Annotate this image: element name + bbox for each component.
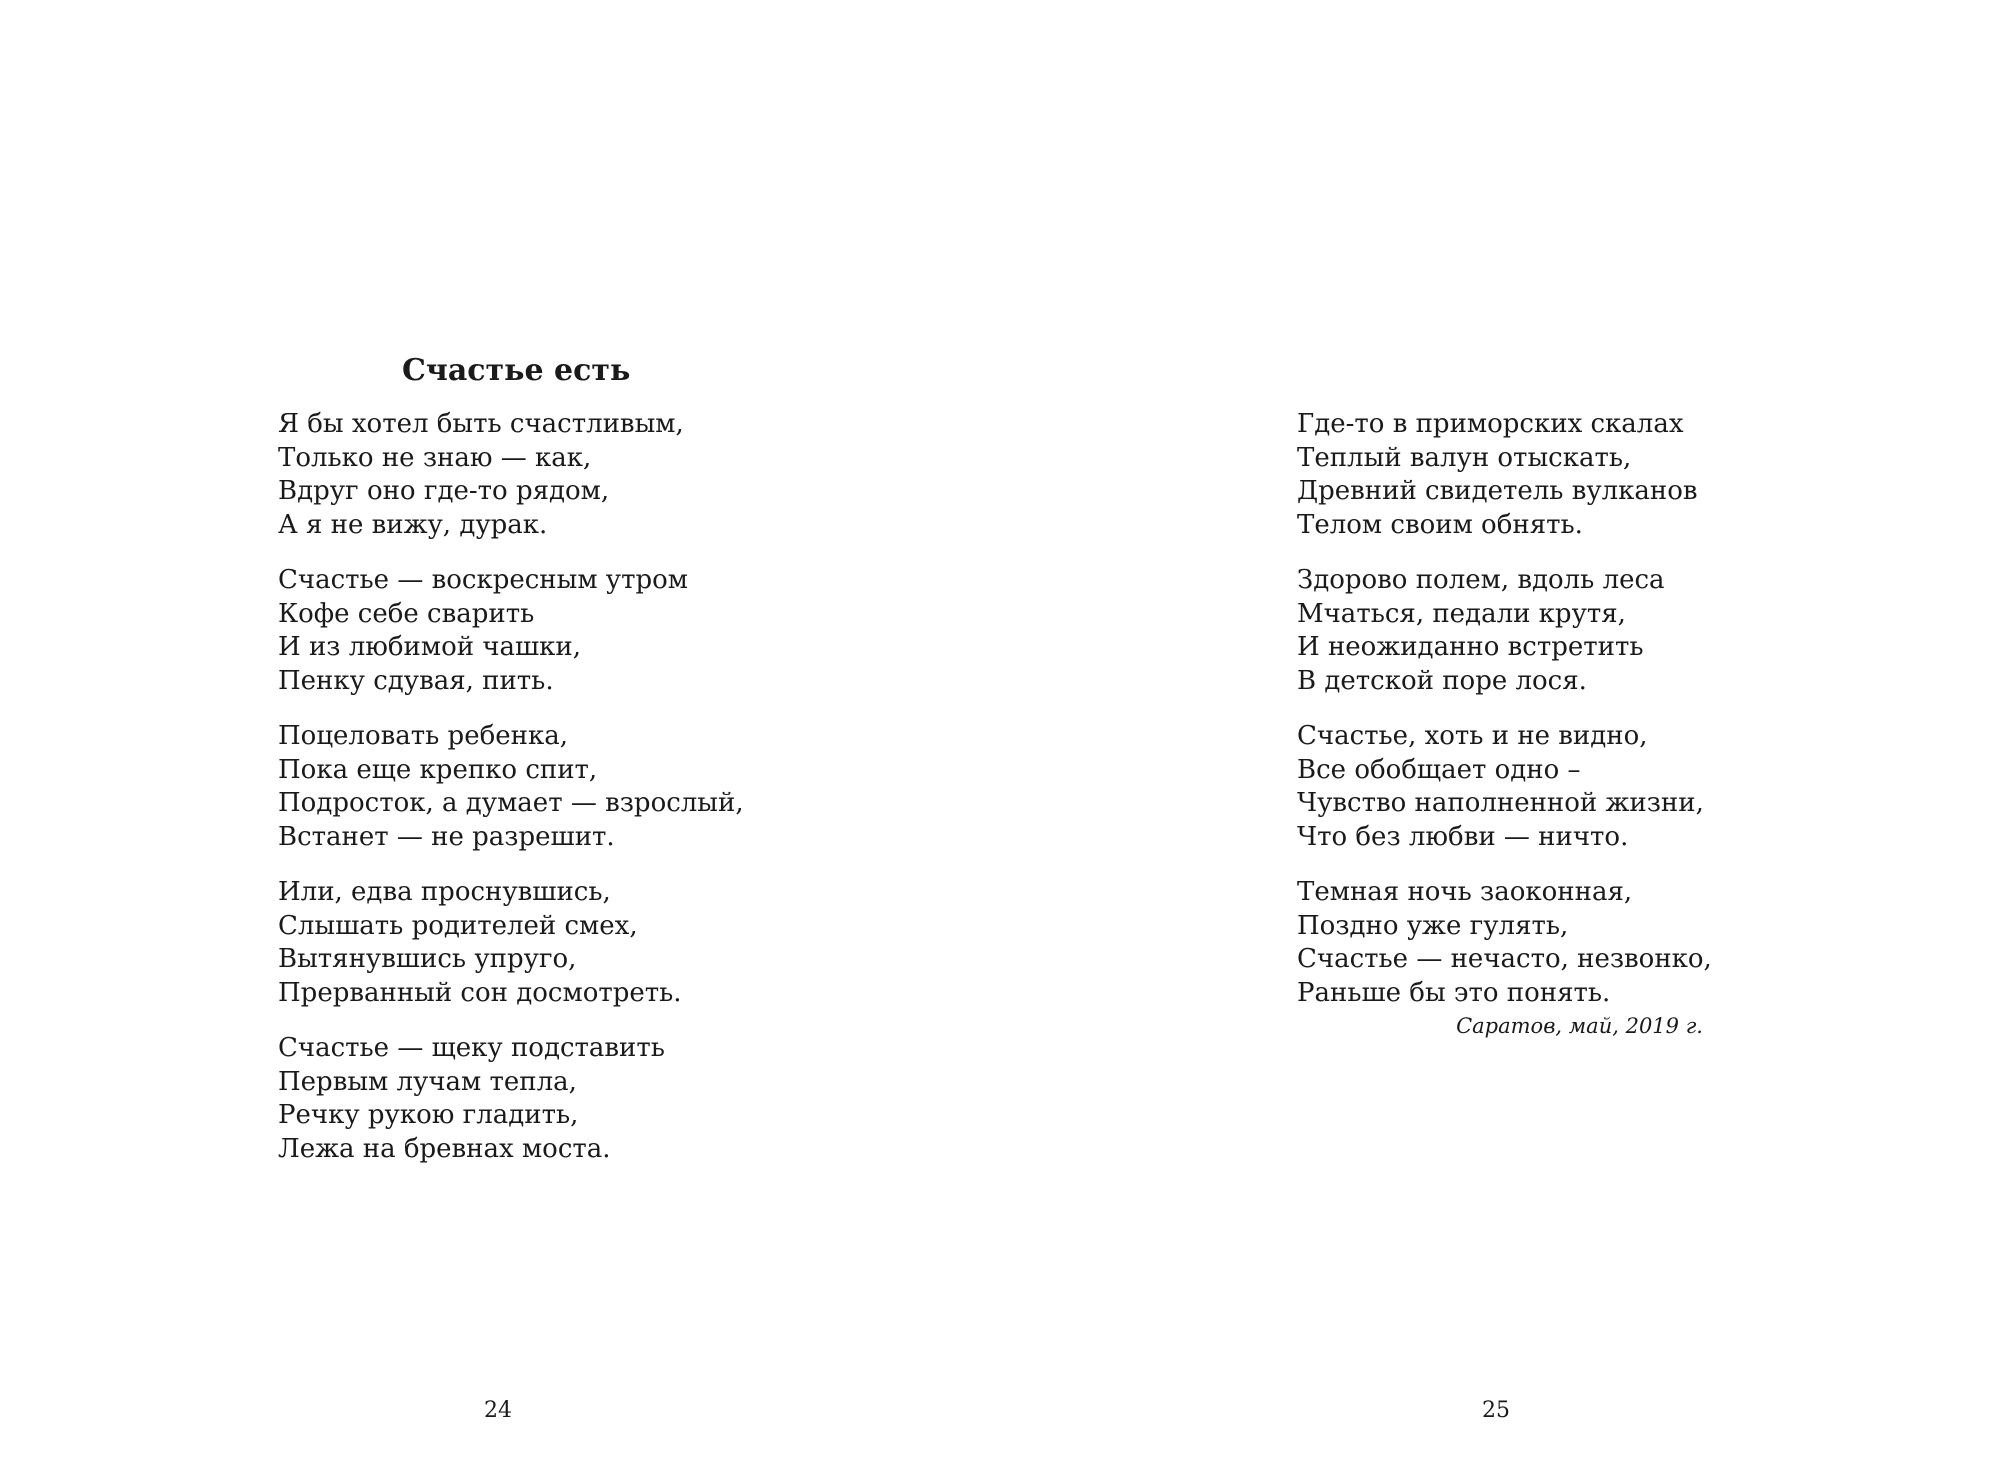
verse-line: Встанет — не разрешит.: [278, 821, 615, 852]
verse-line: А я не вижу, дурак.: [278, 509, 548, 540]
right-page: [1000, 0, 2000, 1465]
verse-line: Прерванный сон досмотреть.: [278, 977, 682, 1008]
stanza-3: [278, 720, 744, 854]
verse-line: Счастье — воскресным утром: [278, 565, 689, 595]
verse-line: Раньше бы это понять.: [1297, 977, 1611, 1008]
verse-line: Все обобщает одно –: [1297, 754, 1581, 785]
poem-title: Счастье есть: [402, 353, 631, 388]
stanza-8: [1297, 720, 1712, 854]
verse-line: Счастье — нечасто, незвонко,: [1297, 944, 1712, 974]
verse-line: Пока еще крепко спит,: [278, 754, 598, 785]
stanza-7: [1297, 564, 1712, 698]
right-stanzas: [1297, 408, 1712, 1032]
verse-line: И неожиданно встретить: [1297, 632, 1644, 662]
verse-line: Я бы хотел быть счастливым,: [278, 409, 684, 439]
verse-line: Только не знаю — как,: [278, 442, 592, 473]
stanza-4: [278, 876, 744, 1010]
stanza-6: [1297, 408, 1712, 542]
verse-line: Подросток, а думает — взрослый,: [278, 788, 744, 818]
verse-line: Вытянувшись упруго,: [278, 944, 577, 974]
verse-line: Теплый валун отыскать,: [1297, 442, 1632, 473]
verse-line: Счастье — щеку подставить: [278, 1033, 665, 1063]
verse-line: Вдруг оно где-то рядом,: [278, 476, 610, 506]
verse-line: Поздно уже гулять,: [1297, 910, 1569, 941]
stanza-9: [1297, 876, 1712, 1010]
verse-line: Счастье, хоть и не видно,: [1297, 721, 1648, 751]
verse-line: Где-то в приморских скалах: [1297, 409, 1684, 439]
verse-line: В детской поре лося.: [1297, 665, 1587, 696]
verse-line: Слышать родителей смех,: [278, 910, 638, 941]
verse-line: Здорово полем, вдоль леса: [1297, 565, 1665, 595]
verse-line: Что без любви — ничто.: [1297, 821, 1629, 852]
page-number: 25: [1482, 1398, 1510, 1423]
verse-line: Кофе себе сварить: [278, 598, 535, 629]
place-date-signature: Саратов, май, 2019 г.: [1456, 1014, 1703, 1038]
verse-line: Речку рукою гладить,: [278, 1100, 579, 1130]
stanza-1: [278, 408, 744, 542]
verse-line: Лежа на бревнах моста.: [278, 1133, 611, 1164]
verse-line: Или, едва проснувшись,: [278, 877, 611, 907]
stanza-5: [278, 1032, 744, 1166]
verse-line: И из любимой чашки,: [278, 632, 582, 662]
verse-line: Пенку сдувая, пить.: [278, 665, 554, 696]
verse-line: Первым лучам тепла,: [278, 1066, 577, 1097]
verse-line: Чувство наполненной жизни,: [1297, 788, 1704, 818]
stanza-2: [278, 564, 744, 698]
verse-line: Темная ночь заоконная,: [1297, 877, 1633, 907]
verse-line: Мчаться, педали крутя,: [1297, 598, 1626, 629]
left-stanzas: [278, 408, 744, 1188]
page-number: 24: [484, 1398, 512, 1423]
verse-line: Поцеловать ребенка,: [278, 721, 568, 751]
verse-line: Телом своим обнять.: [1297, 509, 1583, 540]
verse-line: Древний свидетель вулканов: [1297, 476, 1698, 506]
